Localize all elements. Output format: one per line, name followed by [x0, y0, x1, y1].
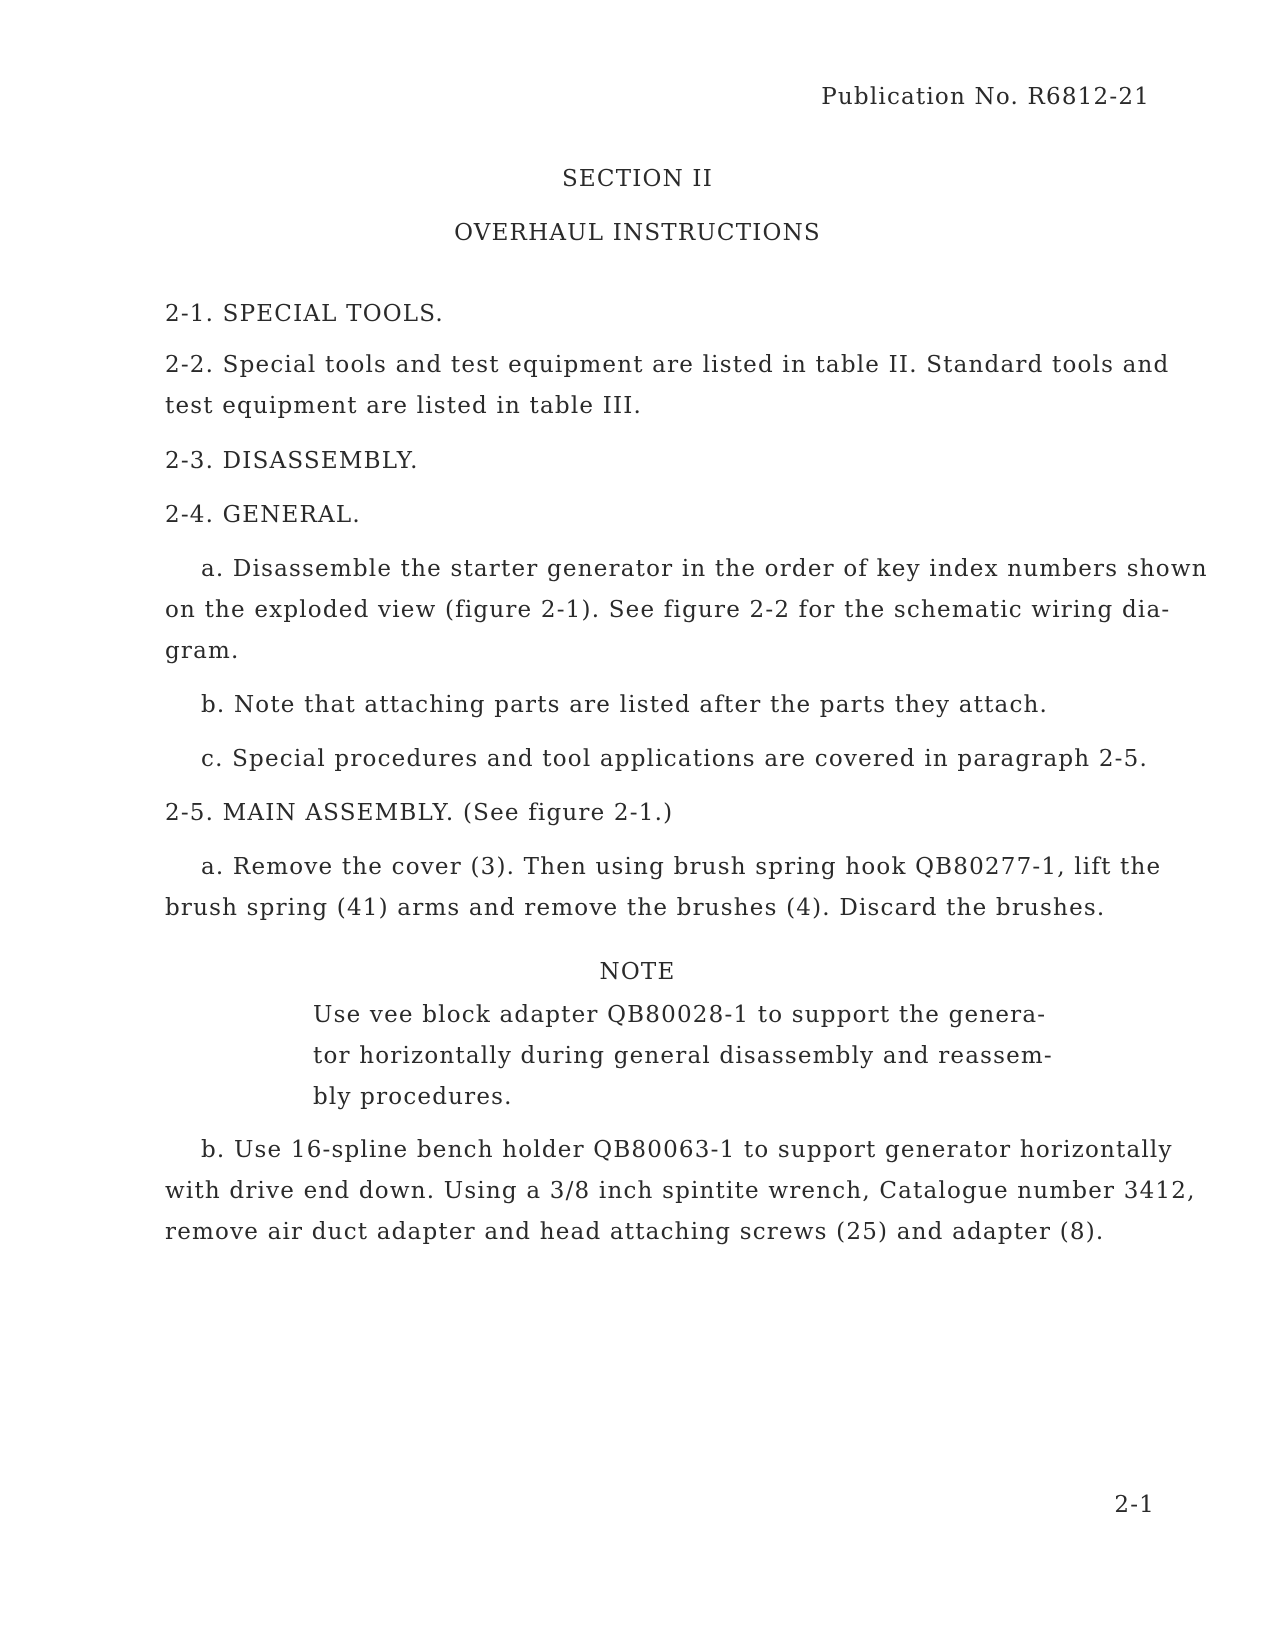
section-title: OVERHAUL INSTRUCTIONS: [454, 220, 821, 246]
paragraph-2-4b: [165, 685, 1165, 726]
note-line: bly procedures.: [313, 1084, 513, 1110]
paragraph-line: a. Disassemble the starter generator in the order of key index numbers shown: [201, 556, 1208, 582]
note-line: Use vee block adapter QB80028-1 to support the genera-: [313, 1002, 1047, 1028]
paragraph-2-2: [165, 345, 1170, 427]
paragraph-line: b. Note that attaching parts are listed after the parts they attach.: [201, 692, 1049, 718]
heading-special-tools: [165, 294, 1165, 335]
heading-text: 2-4. GENERAL.: [165, 502, 361, 528]
heading-text: 2-3. DISASSEMBLY.: [165, 448, 419, 474]
note-body: [313, 995, 1053, 1118]
heading-text: 2-1. SPECIAL TOOLS.: [165, 301, 444, 327]
paragraph-2-5b: [165, 1130, 1196, 1253]
heading-general: [165, 495, 1165, 536]
page-number: 2-1: [1114, 1492, 1155, 1518]
paragraph-2-4a: [165, 549, 1208, 672]
paragraph-line: c. Special procedures and tool applications are covered in paragraph 2-5.: [201, 746, 1148, 772]
paragraph-line: a. Remove the cover (3). Then using brush spring hook QB80277-1, lift the: [201, 854, 1162, 880]
paragraph-line: brush spring (41) arms and remove the brushes (4). Discard the brushes.: [165, 895, 1106, 921]
paragraph-line: gram.: [165, 638, 240, 664]
heading-text: 2-5. MAIN ASSEMBLY. (See figure 2-1.): [165, 800, 674, 826]
paragraph-2-5a: [165, 847, 1165, 929]
paragraph-line: b. Use 16-spline bench holder QB80063-1 to support generator horizontally: [201, 1137, 1173, 1163]
paragraph-2-4c: [165, 739, 1165, 780]
section-number: SECTION II: [561, 166, 714, 192]
paragraph-line: test equipment are listed in table III.: [165, 393, 643, 419]
heading-disassembly: [165, 441, 1165, 482]
heading-main-assembly: [165, 793, 1165, 834]
paragraph-line: 2-2. Special tools and test equipment are listed in table II. Standard tools and: [165, 352, 1170, 378]
paragraph-line: with drive end down. Using a 3/8 inch spintite wrench, Catalogue number 3412,: [165, 1178, 1196, 1204]
paragraph-line: remove air duct adapter and head attaching screws (25) and adapter (8).: [165, 1219, 1105, 1245]
paragraph-line: on the exploded view (figure 2-1). See figure 2-2 for the schematic wiring dia-: [165, 597, 1171, 623]
note-line: tor horizontally during general disassembly and reassem-: [313, 1043, 1053, 1069]
publication-number: Publication No. R6812-21: [821, 84, 1150, 110]
note-heading: NOTE: [599, 959, 676, 985]
